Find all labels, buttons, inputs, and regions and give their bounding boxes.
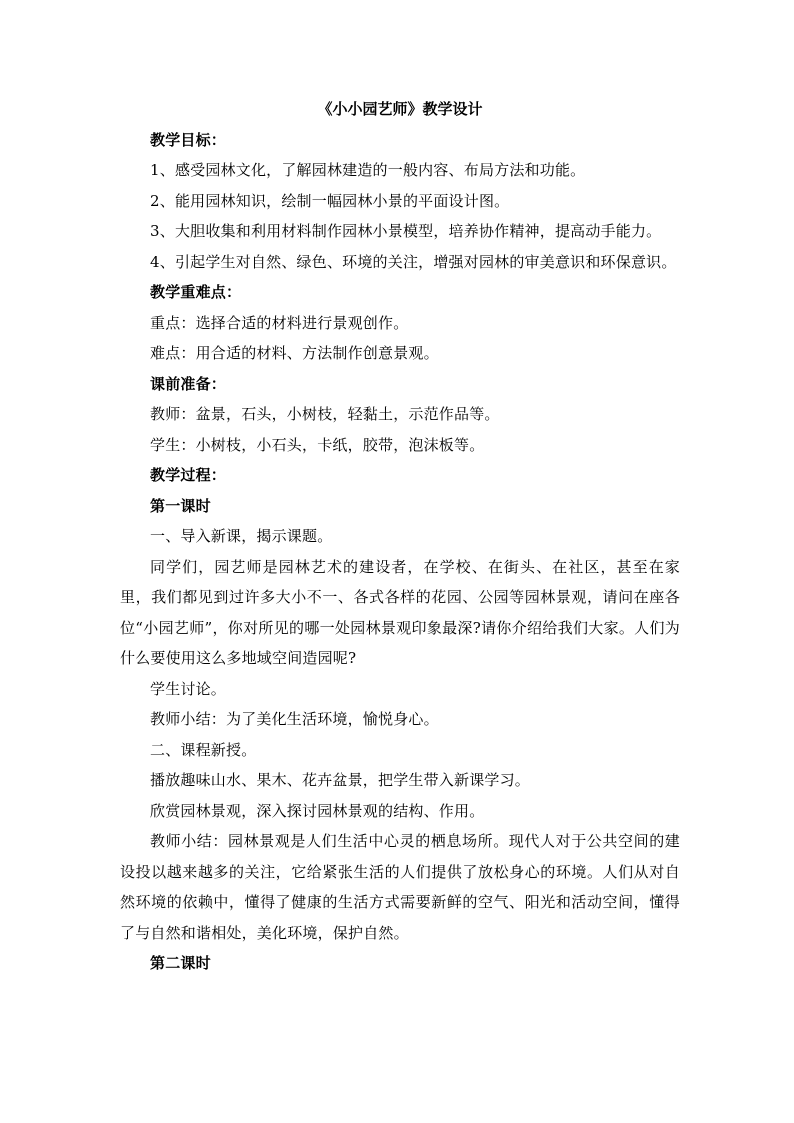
heading-lesson-1: 第一课时 bbox=[150, 496, 211, 515]
goal-item-2: 2、能用园林知识，绘制一幅园林小景的平面设计图。 bbox=[150, 191, 510, 210]
intro-paragraph: 同学们，园艺师是园林艺术的建设者，在学校、在街头、在社区，甚至在家里，我们都见到过许多大小不一、各式各样的花园、公园等园林景观，请问在座各位“小园艺师”，你对所见的哪一处园林景观印象最深?请你介绍给我们大家。人们为什么要使用这么多地域空间造园呢? bbox=[120, 557, 680, 667]
key-point: 重点：选择合适的材料进行景观创作。 bbox=[150, 313, 409, 332]
student-discussion: 学生讨论。 bbox=[150, 679, 227, 698]
goal-item-3: 3、大胆收集和利用材料制作园林小景模型，培养协作精神，提高动手能力。 bbox=[150, 222, 662, 240]
heading-teaching-goals: 教学目标： bbox=[150, 130, 227, 149]
goal-item-1: 1、感受园林文化，了解园林建造的一般内容、布局方法和功能。 bbox=[150, 161, 586, 179]
teacher-summary-2: 教师小结：园林景观是人们生活中心灵的栖息场所。现代人对于公共空间的建设投以越来越多的关注，它给紧张生活的人们提供了放松身心的环境。人们从对自然环境的依赖中，懂得了健康的生活方式需要新鲜的空气、阳光和活动空间，懂得了与自然和谐相处，美化环境，保护自然。 bbox=[120, 832, 680, 942]
document-body bbox=[120, 94, 680, 979]
section-new-lesson: 二、课程新授。 bbox=[150, 740, 257, 759]
goal-item-4: 4、引起学生对自然、绿色、环境的关注，增强对园林的审美意识和环保意识。 bbox=[150, 252, 677, 271]
heading-preparation: 课前准备： bbox=[150, 374, 227, 393]
student-materials: 学生：小树枝，小石头，卡纸，胶带，泡沫板等。 bbox=[150, 435, 485, 454]
heading-key-points: 教学重难点： bbox=[150, 283, 242, 301]
heading-process: 教学过程： bbox=[150, 466, 227, 484]
teacher-materials: 教师：盆景，石头，小树枝，轻黏土，示范作品等。 bbox=[150, 405, 500, 423]
heading-lesson-2: 第二课时 bbox=[150, 954, 211, 972]
document-title: 《小小园艺师》教学设计 bbox=[317, 100, 483, 118]
appreciate-paragraph: 欣赏园林景观，深入探讨园林景观的结构、作用。 bbox=[150, 801, 485, 820]
difficult-point: 难点：用合适的材料、方法制作创意景观。 bbox=[150, 344, 439, 362]
section-intro: 一、导入新课，揭示课题。 bbox=[150, 527, 333, 545]
teacher-summary-1: 教师小结：为了美化生活环境，愉悦身心。 bbox=[150, 710, 439, 728]
play-bonsai-paragraph: 播放趣味山水、果木、花卉盆景，把学生带入新课学习。 bbox=[150, 771, 531, 789]
